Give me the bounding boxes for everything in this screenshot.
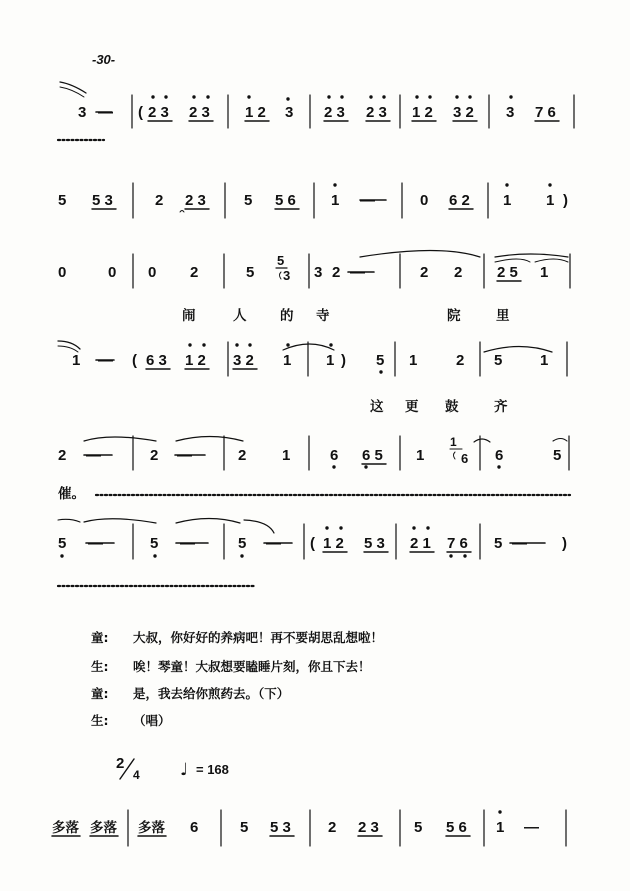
speaker-label: 生: [91,713,109,728]
notation-note: 5 6 [446,819,467,836]
notation-note: 1 2 [412,104,433,121]
notation-note: 5 [414,819,423,836]
notation-note: 1 [503,192,512,209]
notation-note: 2 [456,352,465,369]
dialogue-text: 是，我去给你煎药去。（下） [133,686,290,701]
notation-note: 5 [150,535,159,552]
notation-note: 6 2 [449,192,470,209]
system-1 [58,82,574,140]
lyric-char: 这 [370,399,384,415]
notation-note: 2 [190,264,199,281]
notation-note: 5 3 [270,819,291,836]
notation-note: — [86,447,101,464]
notation-note: 2 3 [324,104,345,121]
notation-note: 5 [244,192,253,209]
notation-note: ( [138,104,143,121]
notation-note: 2 1 [410,535,431,552]
notation-note: 0 [420,192,429,209]
notation-note: 3 2 [453,104,474,121]
notation-note: 6 [461,451,469,466]
tempo-value: = 168 [196,762,229,777]
notation-note: 5 6 [275,192,296,209]
notation-note: 5 [376,352,385,369]
notation-note: — [88,535,103,552]
notation-note: 6 [495,447,504,464]
notation-note: 6 5 [362,447,383,464]
notation-note: 5 [58,192,67,209]
notation-note: 5 [238,535,247,552]
notation-note: 2 3 [189,104,210,121]
notation-note: 1 [416,447,425,464]
notation-note: 1 [546,192,555,209]
notation-note: 5 [246,264,255,281]
notation-note: 0 [148,264,157,281]
notation-note: — [350,264,365,281]
notation-note: 6 [330,447,339,464]
notation-note: 1 [331,192,340,209]
dialogue-text: （唱） [133,713,171,728]
lyric-char: 里 [496,308,510,324]
notation-note: 2 [328,819,337,836]
lyric-char: 催。 [58,486,85,502]
lyric-char: 鼓 [445,399,459,415]
notation-note: 2 [238,447,247,464]
system-2 [58,183,568,218]
notation-note: ( [310,535,315,552]
notation-note: 3 2 [233,352,254,369]
quarter-note-icon: ♩ [180,760,189,780]
notation-note: — [98,352,113,369]
tempo-marking [116,755,229,782]
notation-note: 5 [494,352,503,369]
lyric-char: 人 [233,308,247,324]
notation-note: 7 6 [447,535,468,552]
notation-note: ) [341,352,346,369]
notation-note: — [512,535,527,552]
notation-note: — [180,535,195,552]
lyric-char: 齐 [494,399,508,415]
lyric-char: 院 [447,308,461,324]
notation-note: 1 [282,447,291,464]
notation-note: 1 2 [323,535,344,552]
notation-note: 5 [240,819,249,836]
system-3 [58,251,570,325]
dialogue-line-4 [91,711,171,729]
notation-note: — [360,192,375,209]
time-sig-bottom: 4 [133,768,140,782]
notation-note: 6 3 [146,352,167,369]
notation-note: 5 [58,535,67,552]
notation-note: 3 [283,268,291,283]
notation-note: 2 [155,192,164,209]
notation-note: 5 3 [364,535,385,552]
notation-note: 1 2 [185,352,206,369]
notation-note: 1 [496,819,505,836]
notation-note: 1 [540,352,549,369]
notation-note: 6 [190,819,199,836]
notation-note: 2 3 [366,104,387,121]
final-line [52,810,566,846]
notation-note: — [524,819,539,836]
notation-note: 2 3 [358,819,379,836]
lyric-char: 闹 [182,308,196,324]
lyric-char: 更 [405,399,419,415]
dialogue-line-3 [91,684,289,702]
notation-note: 5 [277,253,285,268]
notation-note: ) [562,535,567,552]
notation-note: 2 [150,447,159,464]
system-4 [58,341,567,415]
time-sig-top: 2 [116,755,125,772]
notation-note: 3 [314,264,323,281]
dialogue-text: 大叔，你好好的养病吧！再不要胡思乱想啦！ [133,630,384,645]
speaker-label: 童: [91,686,109,701]
speaker-label: 童: [91,630,109,645]
notation-note: 0 [58,264,67,281]
notation-note: 2 3 [185,192,206,209]
system-5 [58,435,570,502]
notation-note: — [98,104,113,121]
page-number: -30- [92,52,116,67]
notation-note: — [266,535,281,552]
lyric-char: 寺 [316,308,330,324]
dialogue-line-1 [91,628,383,646]
notation-note: 0 [108,264,117,281]
notation-note: 5 [553,447,562,464]
notation-note: 2 [332,264,341,281]
notation-note: 2 3 [148,104,169,121]
notation-note: 3 [78,104,87,121]
notation-note: 1 [283,352,292,369]
notation-note: ) [563,192,568,209]
notation-note: 5 3 [92,192,113,209]
notation-note: 1 [326,352,335,369]
notation-note: 3 [285,104,294,121]
lyric-char: 多落 [52,820,79,836]
notation-note: 1 [409,352,418,369]
notation-note: ( [132,352,137,369]
dialogue-text: 唉！琴童！大叔想要瞌睡片刻，你且下去！ [133,659,371,674]
notation-note: 5 [494,535,503,552]
system-6 [58,519,567,587]
lyric-char: 多落 [90,820,117,836]
notation-note: 2 [420,264,429,281]
notation-note: — [177,447,192,464]
notation-note: 1 2 [245,104,266,121]
lyric-char: 多落 [138,820,165,836]
lyric-char: 的 [280,308,294,324]
notation-note: 2 [454,264,463,281]
notation-note: 1 [72,352,81,369]
dialogue-line-2 [91,657,371,675]
notation-note: 2 [58,447,67,464]
notation-note: 7 6 [535,104,556,121]
speaker-label: 生: [91,659,109,674]
notation-note: 2 5 [497,264,518,281]
notation-note: 1 [540,264,549,281]
notation-note: 1 [450,435,457,449]
notation-note: 3 [506,104,515,121]
